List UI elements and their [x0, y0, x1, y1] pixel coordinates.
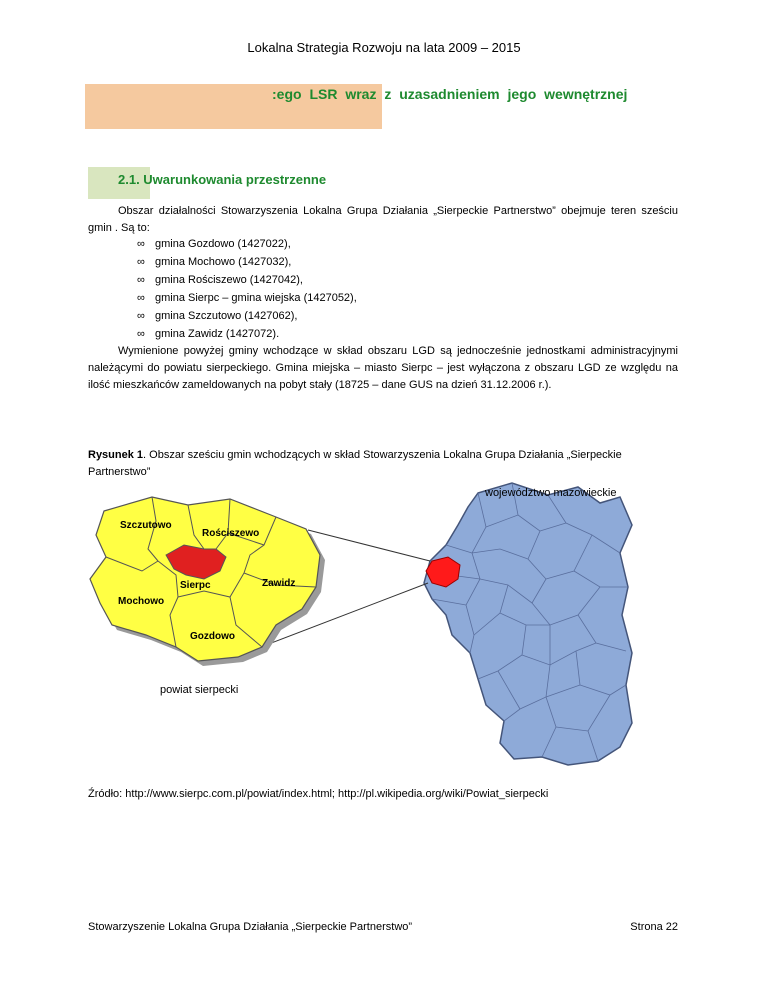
figure-source: Źródło: http://www.sierpc.com.pl/powiat/index.html; http://pl.wikipedia.org/wiki/Powiat_sierpecki	[88, 788, 549, 800]
footer-page-number: Strona 22	[630, 921, 678, 933]
map-figure	[80, 475, 680, 775]
list-item: ∞ gmina Sierpc – gmina wiejska (1427052),	[137, 289, 357, 307]
footer-organization: Stowarzyszenie Lokalna Grupa Działania „Sierpeckie Partnerstwo”	[88, 921, 413, 933]
label-szczutowo: Szczutowo	[120, 520, 172, 531]
label-county: powiat sierpecki	[160, 684, 239, 696]
bullet-icon: ∞	[137, 328, 145, 340]
figure-caption-text: . Obszar sześciu gmin wchodzących w skład Stowarzyszenia Lokalna Grupa Działania „Sierpeckie Partnerstwo”	[88, 449, 622, 478]
page-header: Lokalna Strategia Rozwoju na lata 2009 – 2015	[247, 40, 521, 55]
connector-line-top	[308, 530, 430, 561]
paragraph-gminy-note: Wymienione powyżej gminy wchodzące w skład obszaru LGD są jednocześnie jednostkami administracyjnymi należącymi do powiatu sierpeckiego. Gmina miejska – miasto Sierpc – jest wyłączona z obszaru LGD ze względu na ilość mieszkańców zameldowanych na pobyt stały (18725 – dane GUS na dzień 31.12.2006 r.).	[88, 345, 678, 391]
bullet-icon: ∞	[137, 274, 145, 286]
list-item: ∞ gmina Gozdowo (1427022),	[137, 235, 357, 253]
bullet-icon: ∞	[137, 310, 145, 322]
figure-label: Rysunek 1	[88, 449, 144, 461]
chapter-title: :ego LSR wraz z uzasadnieniem jego wewnętrznej	[272, 86, 628, 102]
list-item: ∞ gmina Rościszewo (1427042),	[137, 271, 357, 289]
bullet-icon: ∞	[137, 292, 145, 304]
label-rosciszewo: Rościszewo	[202, 528, 260, 539]
list-item: ∞ gmina Szczutowo (1427062),	[137, 307, 357, 325]
bullet-icon: ∞	[137, 238, 145, 250]
list-item: ∞ gmina Mochowo (1427032),	[137, 253, 357, 271]
label-mochowo: Mochowo	[118, 596, 165, 607]
voivodeship-shape	[424, 483, 632, 765]
label-zawidz: Zawidz	[262, 578, 296, 589]
gminy-list	[137, 235, 357, 343]
bullet-icon: ∞	[137, 256, 145, 268]
label-voivodeship: województwo mazowieckie	[485, 487, 617, 499]
section-title: 2.1. Uwarunkowania przestrzenne	[118, 172, 327, 187]
label-gozdowo: Gozdowo	[190, 631, 235, 642]
paragraph-intro: Obszar działalności Stowarzyszenia Lokalna Grupa Działania „Sierpeckie Partnerstwo” obejmuje teren sześciu gmin . Są to:	[88, 205, 678, 234]
label-sierpc: Sierpc	[180, 580, 211, 591]
list-item: ∞ gmina Zawidz (1427072).	[137, 325, 357, 343]
voivodeship-map	[424, 483, 632, 765]
